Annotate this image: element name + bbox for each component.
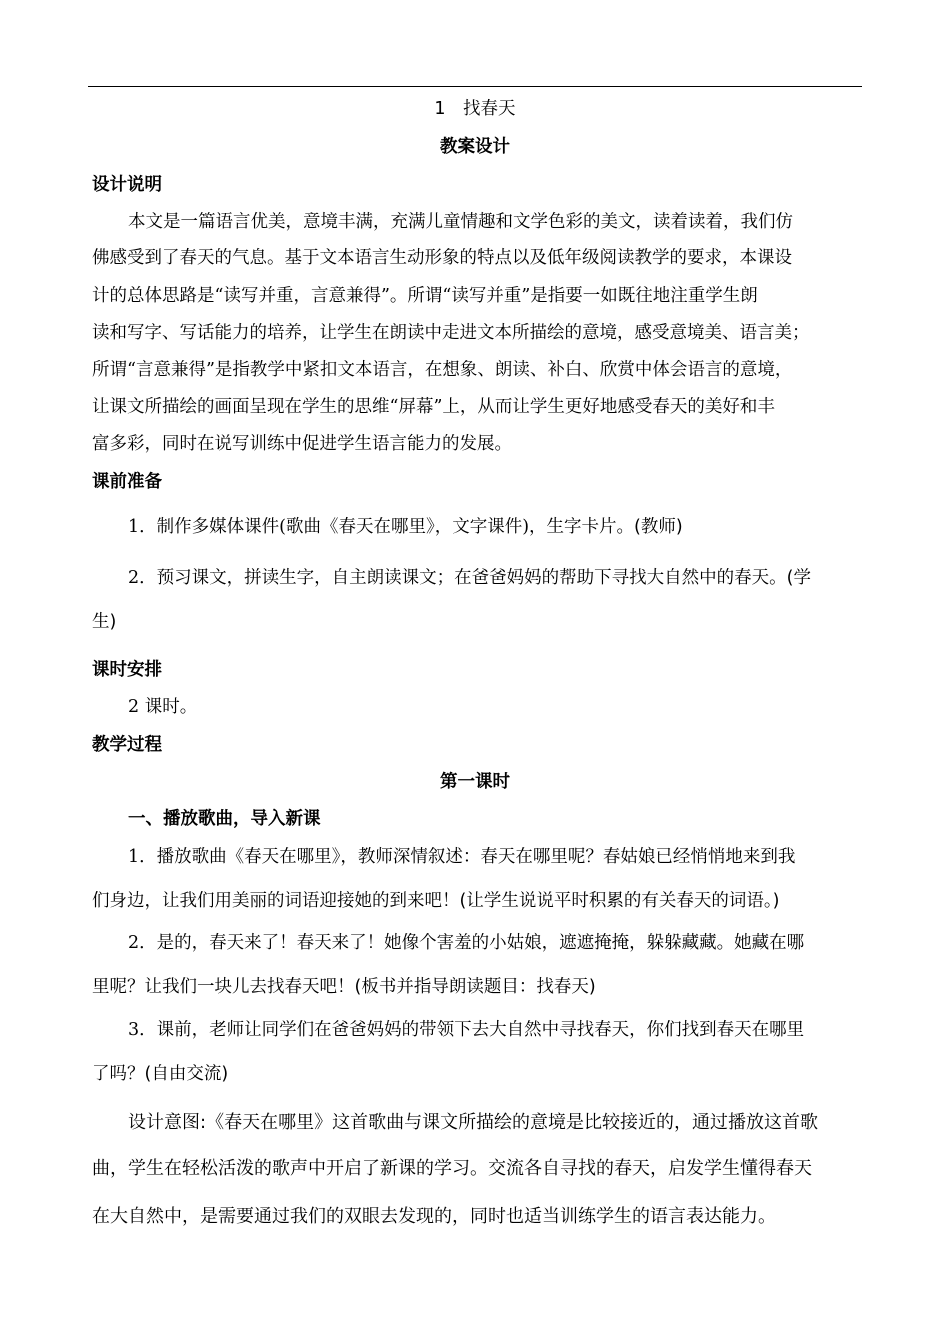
heading-schedule: 课时安排 bbox=[92, 660, 162, 680]
preparation-item-2-text: 2．预习课文，拼读生字，自主朗读课文；在爸爸妈妈的帮助下寻找大自然中的春天。 bbox=[128, 568, 787, 588]
preparation-item-2-note: (学 bbox=[786, 568, 811, 588]
paragraph-1-line bbox=[92, 889, 779, 912]
preparation-item-1-note: (教师) bbox=[634, 517, 683, 537]
preparation-item-1-text: 1．制作多媒体课件(歌曲《春天在哪里》，文字课件)，生字卡片。 bbox=[128, 517, 635, 537]
header-rule bbox=[88, 86, 862, 87]
design-note-line: 读和写字、写话能力的培养，让学生在朗读中走进文本所描绘的意境，感受意境美、语言美； bbox=[92, 323, 810, 343]
design-intent-line: 设计意图:《春天在哪里》这首歌曲与课文所描绘的意境是比较接近的，通过播放这首歌 bbox=[128, 1112, 819, 1133]
design-note-line: 富多彩，同时在说写训练中促进学生语言能力的发展。 bbox=[92, 434, 512, 454]
document-title: 1 找春天 bbox=[434, 99, 516, 119]
paragraph-1-text: 们身边，让我们用美丽的词语迎接她的到来吧！ bbox=[92, 891, 460, 911]
lesson-title: 第一课时 bbox=[440, 772, 510, 792]
heading-preparation: 课前准备 bbox=[92, 472, 162, 492]
design-note-line: 计的总体思路是“读写并重，言意兼得”。所谓“读写并重”是指要一如既往地注重学生朗 bbox=[92, 286, 758, 306]
design-note-line: 佛感受到了春天的气息。基于文本语言生动形象的特点以及低年级阅读教学的要求，本课设 bbox=[92, 248, 792, 268]
design-note-line: 所谓“言意兼得”是指教学中紧扣文本语言，在想象、朗读、补白、欣赏中体会语言的意境， bbox=[92, 360, 793, 380]
paragraph-3-line: 3．课前，老师让同学们在爸爸妈妈的带领下去大自然中寻找春天，你们找到春天在哪里 bbox=[128, 1020, 805, 1040]
design-intent-line: 曲，学生在轻松活泼的歌声中开启了新课的学习。交流各自寻找的春天，启发学生懂得春天 bbox=[92, 1158, 812, 1179]
part-1-heading: 一、播放歌曲，导入新课 bbox=[128, 809, 321, 829]
design-intent-line: 在大自然中，是需要通过我们的双眼去发现的，同时也适当训练学生的语言表达能力。 bbox=[92, 1206, 776, 1227]
preparation-item-1 bbox=[128, 515, 683, 538]
paragraph-2-line bbox=[92, 975, 596, 998]
design-note-line: 本文是一篇语言优美，意境丰满，充满儿童情趣和文学色彩的美文，读着读着，我们仿 bbox=[128, 212, 793, 232]
paragraph-3-line bbox=[92, 1062, 228, 1085]
preparation-item-2-note-cont: 生) bbox=[92, 612, 117, 632]
paragraph-2-text: 里呢？让我们一块儿去找春天吧！ bbox=[92, 977, 355, 997]
document-subtitle: 教案设计 bbox=[440, 137, 510, 157]
paragraph-1-note: (让学生说说平时积累的有关春天的词语。) bbox=[459, 891, 780, 911]
preparation-item-2 bbox=[128, 566, 811, 589]
paragraph-1-line: 1．播放歌曲《春天在哪里》，教师深情叙述：春天在哪里呢？春姑娘已经悄悄地来到我 bbox=[128, 847, 796, 867]
schedule-text: 2 课时。 bbox=[128, 697, 198, 717]
design-note-line: 让课文所描绘的画面呈现在学生的思维“屏幕”上，从而让学生更好地感受春天的美好和丰 bbox=[92, 397, 775, 417]
paragraph-2-line: 2．是的，春天来了！春天来了！她像个害羞的小姑娘，遮遮掩掩，躲躲藏藏。她藏在哪 bbox=[128, 933, 805, 953]
paragraph-3-text: 了吗？ bbox=[92, 1064, 145, 1084]
heading-process: 教学过程 bbox=[92, 735, 162, 755]
paragraph-3-note: (自由交流) bbox=[144, 1064, 229, 1084]
paragraph-2-note: (板书并指导朗读题目：找春天) bbox=[354, 977, 596, 997]
heading-design-note: 设计说明 bbox=[92, 175, 162, 195]
